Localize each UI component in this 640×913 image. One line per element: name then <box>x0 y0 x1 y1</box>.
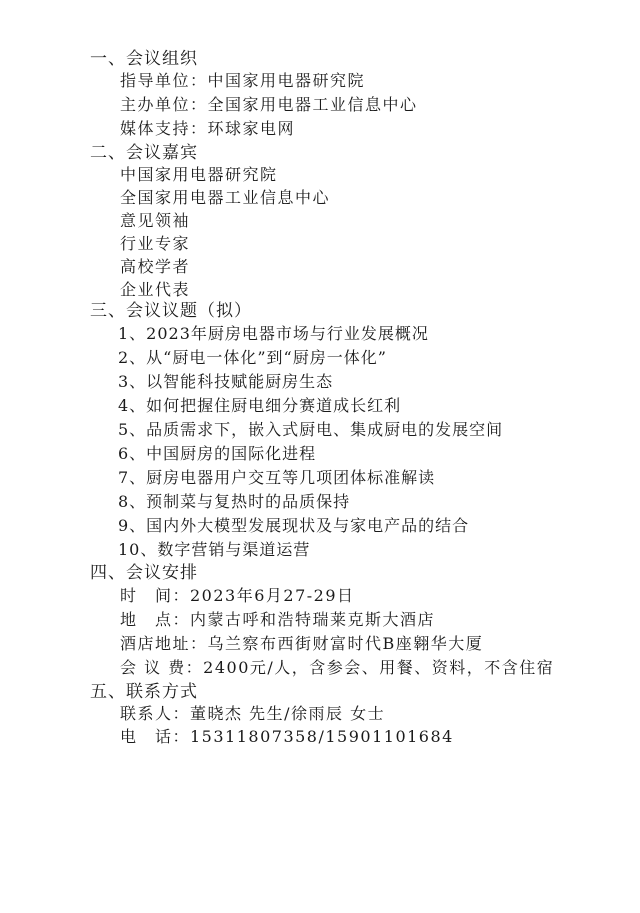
section-title-organization: 一、会议组织 <box>90 49 198 69</box>
arrangement-hotel-address: 酒店地址：乌兰察布西街财富时代B座翱华大厦 <box>120 634 484 653</box>
agenda-item: 1、2023年厨房电器市场与行业发展概况 <box>118 324 429 343</box>
guest-line: 企业代表 <box>120 280 191 299</box>
agenda-item: 2、从“厨电一体化”到“厨房一体化” <box>118 348 387 367</box>
arrangement-time: 时 间：2023年6月27-29日 <box>120 586 355 605</box>
agenda-item: 5、品质需求下，嵌入式厨电、集成厨电的发展空间 <box>118 420 504 439</box>
guest-line: 行业专家 <box>120 234 191 253</box>
arrangement-fee: 会 议 费：2400元/人，含参会、用餐、资料，不含住宿 <box>120 658 555 677</box>
arrangement-venue: 地 点：内蒙古呼和浩特瑞莱克斯大酒店 <box>120 610 436 629</box>
org-line-host: 主办单位：全国家用电器工业信息中心 <box>120 95 418 114</box>
section-title-contact: 五、联系方式 <box>90 682 198 702</box>
contact-phone: 电 话：15311807358/15901101684 <box>120 727 454 746</box>
guest-line: 全国家用电器工业信息中心 <box>120 188 331 207</box>
guest-line: 意见领袖 <box>120 211 191 230</box>
agenda-item: 9、国内外大模型发展现状及与家电产品的结合 <box>118 516 470 535</box>
section-title-guests: 二、会议嘉宾 <box>90 143 198 163</box>
org-line-guide: 指导单位：中国家用电器研究院 <box>120 71 366 90</box>
contact-person: 联系人：董晓杰 先生/徐雨辰 女士 <box>120 704 386 723</box>
section-title-topics: 三、会议议题（拟） <box>90 301 252 321</box>
agenda-item: 4、如何把握住厨电细分赛道成长红利 <box>118 396 402 415</box>
org-line-media: 媒体支持：环球家电网 <box>120 119 296 138</box>
section-title-arrangement: 四、会议安排 <box>90 563 198 583</box>
guest-line: 中国家用电器研究院 <box>120 165 278 184</box>
agenda-item: 3、以智能科技赋能厨房生态 <box>118 372 334 391</box>
agenda-item: 7、厨房电器用户交互等几项团体标准解读 <box>118 468 436 487</box>
agenda-item: 10、数字营销与渠道运营 <box>118 540 311 559</box>
agenda-item: 8、预制菜与复热时的品质保持 <box>118 492 351 511</box>
agenda-item: 6、中国厨房的国际化进程 <box>118 444 317 463</box>
guest-line: 高校学者 <box>120 257 191 276</box>
